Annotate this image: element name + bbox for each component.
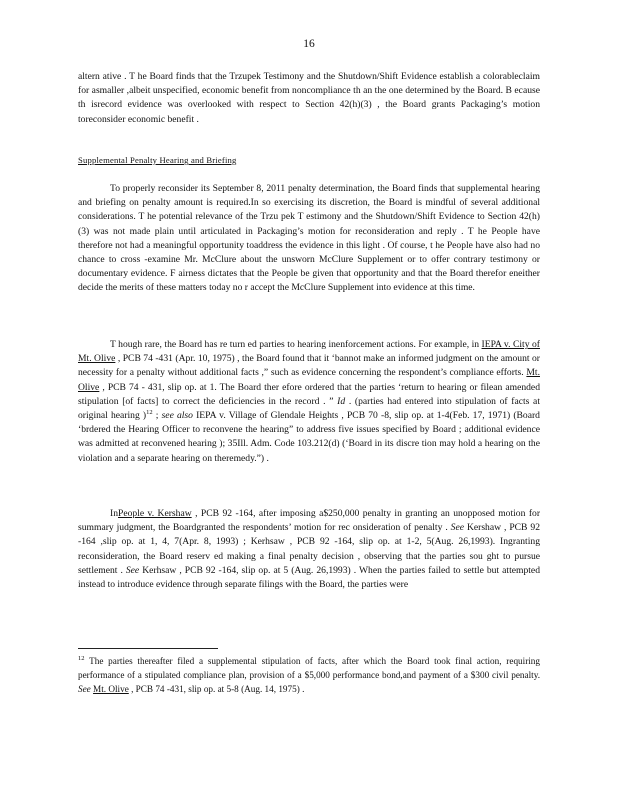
footnote-reference: 12 <box>146 408 153 416</box>
section-heading: Supplemental Penalty Hearing and Briefing <box>78 155 237 165</box>
text-run: , PCB 74 - 431, slip op. at 1. The Board ther efore ordered that the parties ‘return to hearing or filean amended stipulation [of facts] to correct the deficiencies in the record . ” <box>78 381 540 407</box>
case-citation: Mt. Olive <box>78 367 540 393</box>
text-run: T hough rare, the Board has re turn ed parties to hearing inenforcement actions. For example, in <box>110 339 482 350</box>
see-signal: See <box>78 684 91 695</box>
text-run: Kershaw , PCB 92 -164 ,slip op. at 1, 4, 7(Apr. 8, 1993) ; Kerhsaw , PCB 92 -164, slip op. at 1-2, 5(Aug. 26,1993). Ingranting reconsideration, the Board reserv ed making a final penalty decision , observing that the parties sou ght to pursue settlement . <box>78 522 540 576</box>
text-run: The parties thereafter filed a supplemental stipulation of facts, after which the Board took final action, requiring performance of a stipulated compliance plan, provision of a $5,000 performance bond,and payment of a $300 civil penalty. <box>78 656 540 681</box>
paragraph-economic-benefit: altern ative . T he Board finds that the Trzupek Testimony and the Shutdown/Shift Evidence establish a colorableclaim for asmaller ,albeit unspecified, economic benefit from noncompliance th an the one determined by the Board. B ecause th isrecord evidence was overlooked with respect to Section 42(h)(3) , the Board grants Packaging’s motion toreconsider economic benefit . <box>78 71 540 125</box>
see-also-signal: see also <box>161 410 193 422</box>
footnote-number: 12 <box>78 654 85 662</box>
text-run: , PCB 74 -431 (Apr. 10, 1975) , the Board found that it ‘bannot make an informed judgment on the amount or necessity for a penalty without additional facts ,” such as evidence concerning the respondent’s compliance efforts. <box>78 353 540 379</box>
text-run: In <box>110 508 118 519</box>
paragraph-return-to-hearing <box>78 338 540 466</box>
text-run: ; <box>152 410 162 422</box>
footnote <box>78 654 540 697</box>
text-run: IEPA v. Village of Glendale Heights , PCB 70 -8, slip op. at 1-4(Feb. 17, 1971) (Board ‘brdered the Hearing Officer to reconvene the hearing” to address five issues specified by Board ; additional evidence was admitted at reconvened hearing ); 35Ill. Adm. Code 103.212(d) (‘Board in its discre tion may hold a hearing on the violation and a separate hearing on theremedy.”) . <box>78 410 540 464</box>
text-run: , PCB 92 -164, after imposing a$250,000 penalty in granting an unopposed motion for summary judgment, the Boardgranted the respondents’ motion for rec onsideration of penalty . <box>78 508 541 534</box>
see-signal: See <box>450 522 464 534</box>
paragraph-kershaw <box>78 507 540 592</box>
case-citation: IEPA v. City of Mt. Olive <box>78 339 540 365</box>
text-run: Kerhsaw , PCB 92 -164, slip op. at 5 (Aug. 26,1993) . When the parties failed to settle but attempted instead to introduce evidence through separate filings with the Board, the parties were <box>78 564 540 591</box>
text-run: . (parties had entered into stipulation of facts at original hearing ) <box>78 395 540 422</box>
case-citation: People v. Kershaw <box>118 508 192 519</box>
paragraph-supplemental-hearing: To properly reconsider its September 8, 2011 penalty determination, the Board finds that supplemental hearing and briefing on penalty amount is required.In so exercising its discretion, the Board is mindful of several additional considerations. T he potential relevance of the Trzu pek T estimony and the Shutdown/Shift Evidence to Section 42(h)(3) was not made plain until articulated in Packaging’s motion for reconsideration and reply . T he People have therefore not had a meaningful opportunity toaddress the evidence in this light . Of course, t he People have also had no chance to cross -examine Mr. McClure about the unsworn McClure Supplement or to offer contrary testimony or documentary evidence. F airness dictates that the People be given that opportunity and that the Board therefor eneither decide the merits of these matters today no r accept the McClure Supplement into evidence at this time. <box>78 183 540 294</box>
page-number: 16 <box>303 38 315 50</box>
case-citation: Mt. Olive <box>93 684 129 695</box>
footnote-divider <box>78 648 218 649</box>
text-run: , PCB 74 -431, slip op. at 5-8 (Aug. 14, 1975) . <box>128 684 305 695</box>
see-signal: See <box>125 564 140 576</box>
id-signal: Id <box>337 395 346 407</box>
